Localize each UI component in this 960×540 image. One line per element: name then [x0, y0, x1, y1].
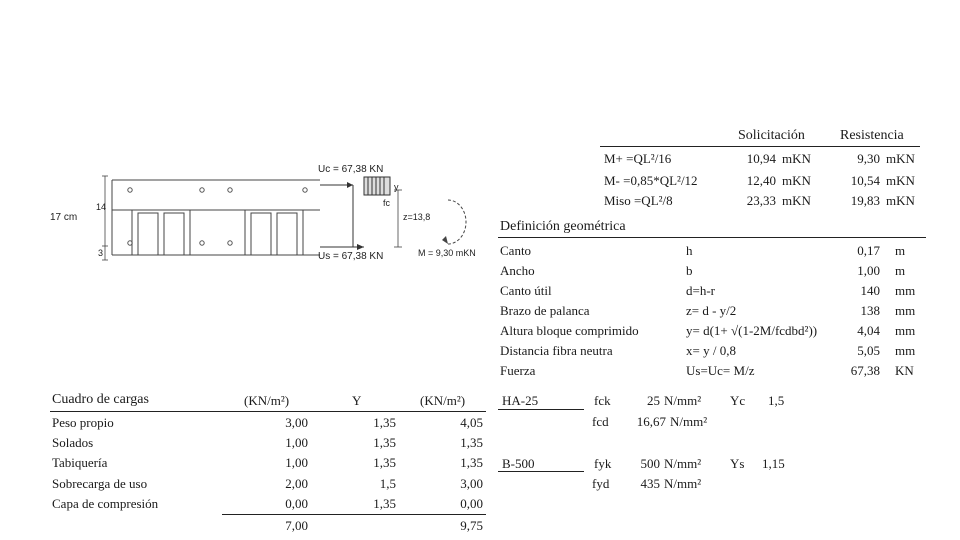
- concrete-name: HA-25: [502, 393, 539, 408]
- geo-unit: m: [895, 243, 906, 258]
- fyd-key: fyd: [592, 476, 610, 491]
- load-v2: 1,5: [379, 476, 396, 491]
- load-v2: 1,35: [373, 435, 396, 450]
- sol-row-label: M- =0,85*QL²/12: [604, 173, 698, 188]
- geo-row-label: Canto útil: [500, 283, 552, 298]
- sol-unit: mKN: [782, 173, 811, 188]
- geo-row-label: Distancia fibra neutra: [500, 343, 613, 358]
- load-v2: 1,35: [373, 496, 396, 511]
- geo-value: 138: [860, 303, 880, 318]
- geo-formula: y= d(1+ √(1-2M/fcdbd²)): [686, 323, 818, 338]
- load-v3: 1,35: [460, 435, 483, 450]
- geo-value: 67,38: [850, 363, 880, 378]
- geo-row-label: Altura bloque comprimido: [500, 323, 639, 338]
- load-row-label: Capa de compresión: [52, 496, 159, 511]
- load-v2: 1,35: [373, 415, 396, 430]
- height-label: 17 cm: [50, 212, 78, 223]
- geo-unit: m: [895, 263, 906, 278]
- geo-formula: z= d - y/2: [686, 303, 737, 318]
- dim-3-label: 3: [98, 248, 104, 258]
- load-total-v1: 7,00: [285, 518, 308, 533]
- loads-total-rule: [222, 514, 486, 515]
- gamma-s-label: Ys: [730, 456, 745, 471]
- geo-unit: mm: [895, 343, 916, 358]
- loads-col2-header: Y: [352, 393, 362, 408]
- geo-formula: d=h-r: [686, 283, 715, 298]
- steel-name: B-500: [502, 456, 535, 471]
- load-v1: 0,00: [285, 496, 308, 511]
- fcd-value: 16,67: [636, 414, 666, 429]
- geo-formula: b: [686, 263, 693, 278]
- load-v3: 0,00: [460, 496, 483, 511]
- geo-unit: mm: [895, 323, 916, 338]
- geo-value: 4,04: [857, 323, 880, 338]
- res-value: 19,83: [850, 193, 880, 208]
- geometry-title: Definición geométrica: [500, 219, 626, 234]
- load-row-label: Tabiquería: [52, 455, 108, 470]
- dim-14-label: 14: [96, 202, 107, 212]
- fyd-value: 435: [640, 476, 660, 491]
- load-v1: 2,00: [285, 476, 308, 491]
- fyd-unit: N/mm²: [664, 476, 702, 491]
- uc-label: Uc = 67,38 KN: [318, 164, 384, 175]
- fyk-unit: N/mm²: [664, 456, 702, 471]
- fyk-value: 500: [640, 456, 660, 471]
- load-v3: 1,35: [460, 455, 483, 470]
- resistencia-header: Resistencia: [840, 128, 904, 143]
- fcd-key: fcd: [592, 414, 609, 429]
- geo-formula: x= y / 0,8: [686, 343, 736, 358]
- fc-label: fc: [383, 198, 391, 208]
- load-v3: 3,00: [460, 476, 483, 491]
- geo-value: 0,17: [857, 243, 880, 258]
- steel-rule: [498, 471, 584, 472]
- load-v3: 4,05: [460, 415, 483, 430]
- sol-row-label: M+ =QL²/16: [604, 151, 672, 166]
- geo-value: 140: [860, 283, 880, 298]
- geo-formula: Us=Uc= M/z: [686, 363, 755, 378]
- res-value: 10,54: [850, 173, 880, 188]
- geo-unit: mm: [895, 283, 916, 298]
- gamma-c-value: 1,5: [768, 393, 785, 408]
- sol-unit: mKN: [782, 151, 811, 166]
- load-total-v3: 9,75: [460, 518, 483, 533]
- res-unit: mKN: [886, 193, 915, 208]
- loads-header-rule: [50, 411, 486, 412]
- z-label: z=13,8: [403, 212, 431, 222]
- geo-row-label: Ancho: [500, 263, 535, 278]
- geo-row-label: Fuerza: [500, 363, 536, 378]
- us-label: Us = 67,38 KN: [318, 251, 384, 262]
- load-row-label: Sobrecarga de uso: [52, 476, 148, 491]
- fck-unit: N/mm²: [664, 393, 702, 408]
- loads-col1-header: (KN/m²): [244, 393, 290, 408]
- load-v2: 1,35: [373, 455, 396, 470]
- load-row-label: Peso propio: [52, 415, 114, 430]
- geo-row-label: Canto: [500, 243, 532, 258]
- geo-value: 1,00: [857, 263, 880, 278]
- geometry-rule: [498, 237, 926, 238]
- load-v1: 1,00: [285, 455, 308, 470]
- res-unit: mKN: [886, 173, 915, 188]
- geo-value: 5,05: [857, 343, 880, 358]
- section-diagram: [50, 160, 500, 270]
- concrete-rule: [498, 409, 584, 410]
- geo-unit: mm: [895, 303, 916, 318]
- sol-unit: mKN: [782, 193, 811, 208]
- fcd-unit: N/mm²: [670, 414, 708, 429]
- fyk-key: fyk: [594, 456, 612, 471]
- solicitation-rule: [600, 146, 920, 147]
- gamma-c-label: Yc: [730, 393, 746, 408]
- loads-col3-header: (KN/m²): [420, 393, 466, 408]
- solicitacion-header: Solicitación: [738, 128, 805, 143]
- geo-unit: KN: [895, 363, 914, 378]
- load-v1: 1,00: [285, 435, 308, 450]
- sol-value: 10,94: [746, 151, 776, 166]
- sol-value: 12,40: [746, 173, 776, 188]
- loads-title: Cuadro de cargas: [52, 392, 149, 407]
- sol-row-label: Miso =QL²/8: [604, 193, 673, 208]
- res-unit: mKN: [886, 151, 915, 166]
- geo-row-label: Brazo de palanca: [500, 303, 590, 318]
- y-label: y: [394, 182, 399, 192]
- res-value: 9,30: [857, 151, 880, 166]
- load-v1: 3,00: [285, 415, 308, 430]
- geo-formula: h: [686, 243, 693, 258]
- gamma-s-value: 1,15: [762, 456, 785, 471]
- moment-label: M = 9,30 mKN: [418, 248, 476, 258]
- sol-value: 23,33: [746, 193, 776, 208]
- fck-key: fck: [594, 393, 611, 408]
- fck-value: 25: [647, 393, 660, 408]
- load-row-label: Solados: [52, 435, 94, 450]
